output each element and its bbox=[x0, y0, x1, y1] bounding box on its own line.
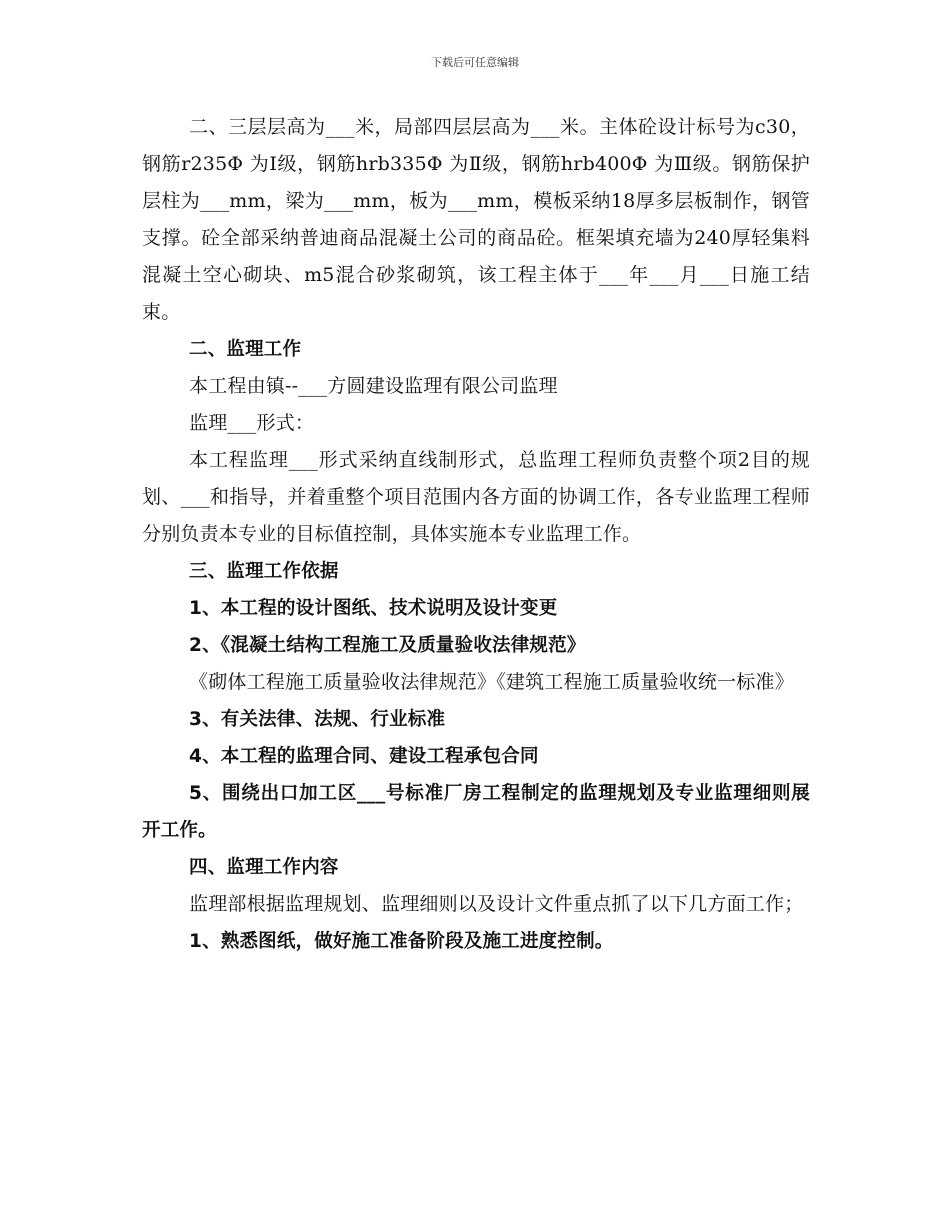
heading-supervision-basis: 三、监理工作依据 bbox=[189, 561, 339, 582]
list-item-content-1: 1、熟悉图纸，做好施工准备阶段及施工进度控制。 bbox=[189, 931, 614, 952]
list-item-basis-1: 1、本工程的设计图纸、技术说明及设计变更 bbox=[189, 598, 558, 619]
heading-supervision-content: 四、监理工作内容 bbox=[189, 857, 339, 878]
list-item-basis-2: 2、《混凝土结构工程施工及质量验收法律规范》 bbox=[189, 635, 586, 656]
list-item-basis-3: 3、有关法律、法规、行业标准 bbox=[189, 709, 446, 730]
paragraph-content-intro: 监理部根据监理规划、监理细则以及设计文件重点抓了以下几方面工作； bbox=[189, 893, 804, 915]
paragraph-supervisor-company: 本工程由镇--___方圆建设监理有限公司监理 bbox=[189, 375, 558, 397]
paragraph-supervision-form-label: 监理___形式： bbox=[189, 412, 315, 434]
heading-supervision-work: 二、监理工作 bbox=[189, 339, 302, 360]
paragraph-supervision-form: 本工程监理___形式采纳直线制形式，总监理工程师负责整个项2目的规划、___和指导，并着重整个项目范围内各方面的协调工作，各专业监理工程师分别负责本专业的目标值控制，具体实施本专业监理工作。 bbox=[142, 449, 810, 545]
paragraph-standards: 《砌体工程施工质量验收法律规范》《建筑工程施工质量验收统一标准》 bbox=[189, 671, 794, 693]
page-header: 下载后可任意编辑 bbox=[431, 56, 519, 69]
list-item-basis-4: 4、本工程的监理合同、建设工程承包合同 bbox=[189, 746, 539, 767]
list-item-basis-5: 5、围绕出口加工区___号标准厂房工程制定的监理规划及专业监理细则展开工作。 bbox=[142, 783, 810, 841]
paragraph-structure-description: 二、三层层高为___米，局部四层层高为___米。主体砼设计标号为c30，钢筋r235Φ 为Ⅰ级，钢筋hrb335Φ 为Ⅱ级，钢筋hrb400Φ 为Ⅲ级。钢筋保护层柱为___mm，梁为___mm，板为___mm，模板采纳18厚多层板制作，钢管支撑。砼全部采纳普迪商品混凝土公司的商品砼。框架填充墙为240厚轻集料混凝土空心砌块、m5混合砂浆砌筑，该工程主体于___年___月___日施工结束。 bbox=[142, 116, 810, 323]
document-body bbox=[142, 109, 810, 960]
